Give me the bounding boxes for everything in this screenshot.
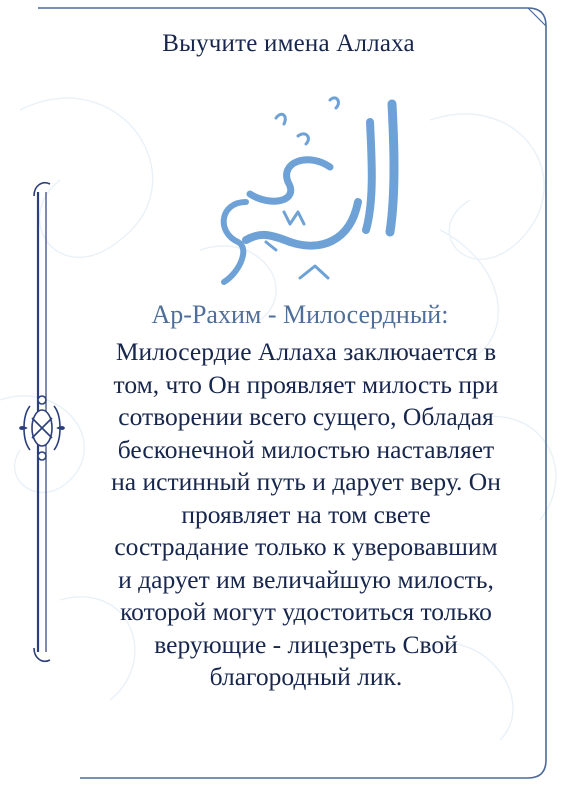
description-line: благородный лик.	[209, 662, 403, 691]
knot-ornament-icon	[20, 396, 64, 460]
description-line: верующие - лицезреть Свой	[154, 629, 458, 659]
page-title: Выучите имена Аллаха	[162, 30, 415, 57]
description-text	[70, 336, 542, 694]
description-line: на истинный путь и дарует веру. Он	[111, 467, 501, 496]
description-line: проявляет на том свете	[181, 499, 431, 529]
description-line: сотворении всего сущего, Обладая	[118, 402, 494, 431]
description-line: сострадание только к уверовавшим	[114, 532, 498, 561]
description-line: которой могут удостоиться только	[120, 597, 492, 626]
description-line: том, что Он проявляет милость при	[113, 369, 499, 399]
name-heading: Ар-Рахим - Милосердный:	[151, 300, 449, 329]
description-line: бесконечной милостью наставляет	[117, 434, 495, 464]
description-line: и дарует им величайшую милость,	[118, 564, 494, 594]
description-line: Милосердие Аллаха заключается в	[115, 337, 497, 366]
